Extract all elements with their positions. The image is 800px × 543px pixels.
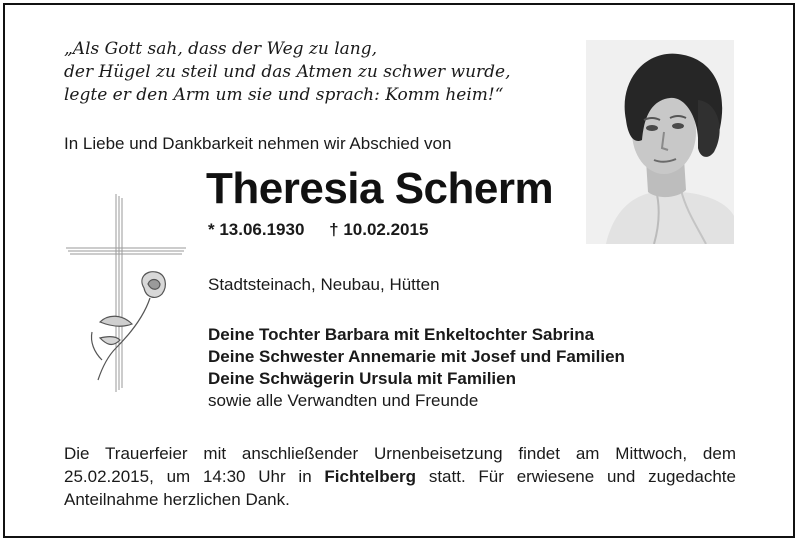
funeral-place: Fichtelberg: [324, 467, 417, 486]
birth-date: * 13.06.1930: [208, 220, 305, 239]
mourner-line: Deine Tochter Barbara mit Enkeltochter Sabrina: [208, 325, 595, 344]
deceased-name: Theresia Scherm: [206, 164, 554, 213]
death-date: † 10.02.2015: [329, 220, 429, 239]
mourner-line: Deine Schwägerin Ursula mit Familien: [208, 369, 516, 388]
portrait-photo: [586, 40, 734, 244]
quote-line: der Hügel zu steil und das Atmen zu schwer wurde,: [64, 62, 511, 82]
quote-line: legte er den Arm um sie und sprach: Komm heim!“: [64, 85, 504, 105]
cross-icon: [64, 192, 189, 394]
notice-text-1: Die Trauerfeier mit anschließender Urnenbeisetzung findet am Mittwoch, dem 25.02.2015, um 14:30 Uhr in: [64, 444, 736, 486]
mourners-list: [208, 324, 625, 412]
funeral-notice: [64, 442, 736, 511]
mourner-line: Deine Schwester Annemarie mit Josef und Familien: [208, 347, 625, 366]
memorial-quote: [64, 38, 511, 107]
mourners-footer: sowie alle Verwandten und Freunde: [208, 391, 479, 410]
places-text: Stadtsteinach, Neubau, Hütten: [208, 275, 440, 294]
life-dates: [208, 220, 428, 240]
quote-line: „Als Gott sah, dass der Weg zu lang,: [64, 39, 378, 59]
cross-rose-illustration: [64, 192, 189, 394]
intro-text: In Liebe und Dankbarkeit nehmen wir Abschied von: [64, 134, 452, 153]
notice-text-2: statt. Für erwiesene und zugedachte Anteilnahme herzlichen Dank.: [64, 467, 736, 509]
portrait-image: [586, 40, 734, 244]
rose-icon: [91, 272, 165, 380]
